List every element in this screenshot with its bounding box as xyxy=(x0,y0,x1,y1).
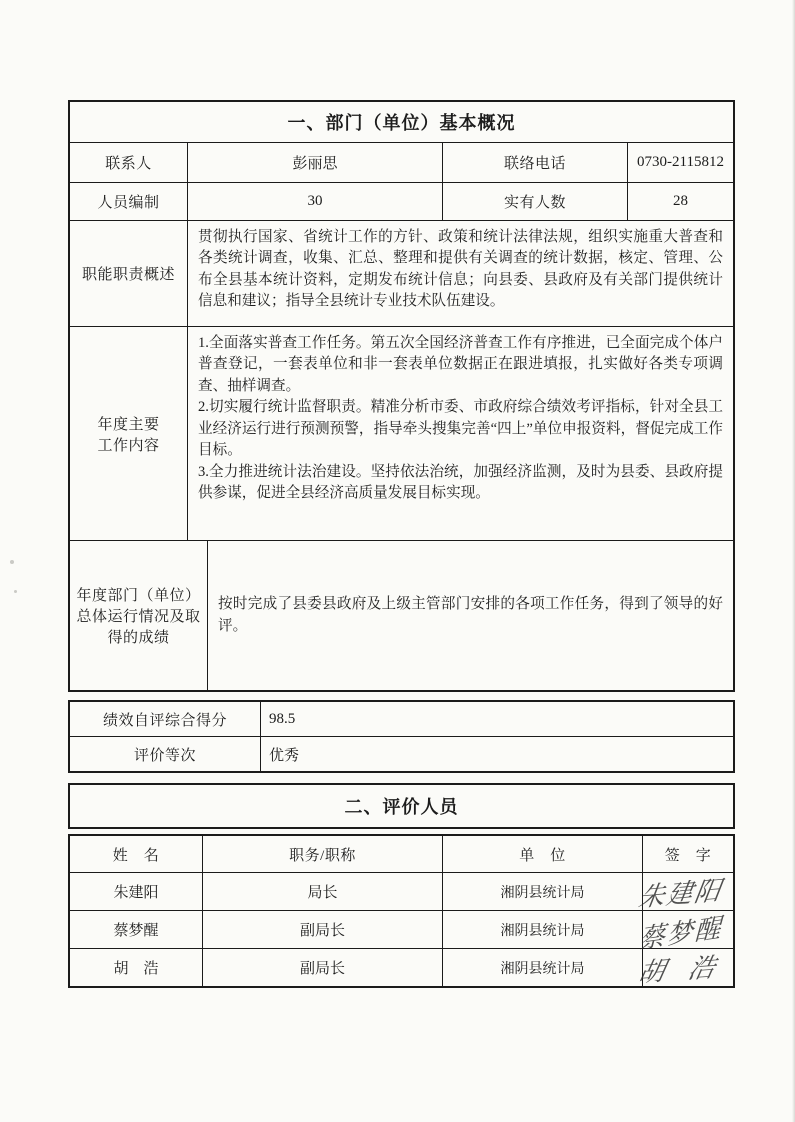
evaluator-signature-cell xyxy=(635,949,733,989)
phone-value: 0730-2115812 xyxy=(627,143,733,182)
evaluator-unit: 湘阴县统计局 xyxy=(442,911,642,948)
basic-overview-table xyxy=(68,100,735,692)
duties-row xyxy=(70,220,733,326)
signature-handwriting: 胡 浩 xyxy=(635,951,726,989)
staffing-row xyxy=(70,182,733,220)
evaluator-signature-cell xyxy=(636,873,733,913)
actual-headcount-label: 实有人数 xyxy=(442,183,627,220)
annual-item-2: 2.切实履行统计监督职责。精准分析市委、市政府综合绩效考评指标，针对全县工业经济运行进行预测预警，指导牵头搜集完善“四上”单位申报资料，督促完成工作目标。 xyxy=(198,399,723,459)
evaluator-row xyxy=(70,910,733,955)
evaluator-name: 蔡梦醒 xyxy=(113,923,159,939)
phone-label: 联络电话 xyxy=(442,143,627,182)
evaluator-signature-cell xyxy=(638,911,733,955)
score-label: 绩效自评综合得分 xyxy=(102,712,227,729)
evaluator-unit: 湘阴县统计局 xyxy=(442,873,642,910)
duties-content xyxy=(187,221,733,326)
evaluators-table xyxy=(68,834,735,988)
score-row xyxy=(70,702,733,736)
section1-title-row xyxy=(70,102,733,142)
evaluator-unit: 湘阴县统计局 xyxy=(442,949,642,986)
evaluator-name: 胡 浩 xyxy=(113,961,159,977)
evaluator-name: 朱建阳 xyxy=(113,885,159,901)
grade-row xyxy=(70,736,733,771)
evaluator-title: 副局长 xyxy=(202,949,442,986)
duties-label: 职能职责概述 xyxy=(81,267,175,283)
overall-content xyxy=(207,541,733,690)
section2-title-row xyxy=(70,785,733,827)
contact-row xyxy=(70,142,733,182)
overall-label: 年度部门（单位）总体运行情况及取得的成绩 xyxy=(76,588,201,646)
header-title: 职务/职称 xyxy=(202,836,442,872)
grade-value: 优秀 xyxy=(260,737,733,771)
evaluator-title: 副局长 xyxy=(202,911,442,948)
form-sheet xyxy=(68,100,735,988)
contact-label: 联系人 xyxy=(105,156,152,172)
overall-text: 按时完成了县委县政府及上级主管部门安排的各项工作任务，得到了领导的好评。 xyxy=(218,596,723,634)
signature-handwriting: 朱建阳 xyxy=(636,875,725,913)
annual-work-row xyxy=(70,326,733,540)
scan-artifact xyxy=(10,560,14,564)
annual-work-content xyxy=(187,327,733,540)
header-name: 姓 名 xyxy=(112,847,160,864)
annual-work-label: 年度主要工作内容 xyxy=(97,416,160,454)
duties-text: 贯彻执行国家、省统计工作的方针、政策和统计法律法规，组织实施重大普查和各类统计调查，收集、汇总、整理和提供有关调查的统计数据，核定、管理、公布全县基本统计资料，定期发布统计信息；向县委、县政府及有关部门提供统计信息和建议；指导全县统计专业技术队伍建设。 xyxy=(198,229,723,310)
evaluators-header-row xyxy=(70,836,733,872)
actual-headcount-value: 28 xyxy=(627,183,733,220)
evaluator-title: 局长 xyxy=(202,873,442,910)
section1-title: 一、部门（单位）基本概况 xyxy=(287,113,516,133)
annual-item-3: 3.全力推进统计法治建设。坚持依法治统，加强经济监测，及时为县委、县政府提供参谋，促进全县经济高质量发展目标实现。 xyxy=(198,463,723,502)
section2-title-block xyxy=(68,783,735,829)
evaluator-row xyxy=(70,872,733,913)
header-signature: 签 字 xyxy=(642,836,733,872)
staffing-value: 30 xyxy=(187,183,442,220)
contact-value: 彭丽思 xyxy=(187,143,442,182)
overall-row xyxy=(70,540,733,690)
evaluator-row xyxy=(70,948,733,989)
section2-title: 二、评价人员 xyxy=(344,797,459,817)
staffing-label: 人员编制 xyxy=(97,195,160,211)
header-unit: 单 位 xyxy=(442,836,642,872)
grade-label: 评价等次 xyxy=(133,747,196,764)
scan-artifact xyxy=(14,590,17,593)
signature-handwriting: 蔡梦醒 xyxy=(638,912,724,955)
annual-item-1: 1.全面落实普查工作任务。第五次全国经济普查工作有序推进，已全面完成个体户普查登记，一套表单位和非一套表单位数据正在跟进填报，扎实做好各类专项调查、抽样调查。 xyxy=(198,335,723,394)
score-value: 98.5 xyxy=(260,702,733,736)
score-table xyxy=(68,700,735,773)
